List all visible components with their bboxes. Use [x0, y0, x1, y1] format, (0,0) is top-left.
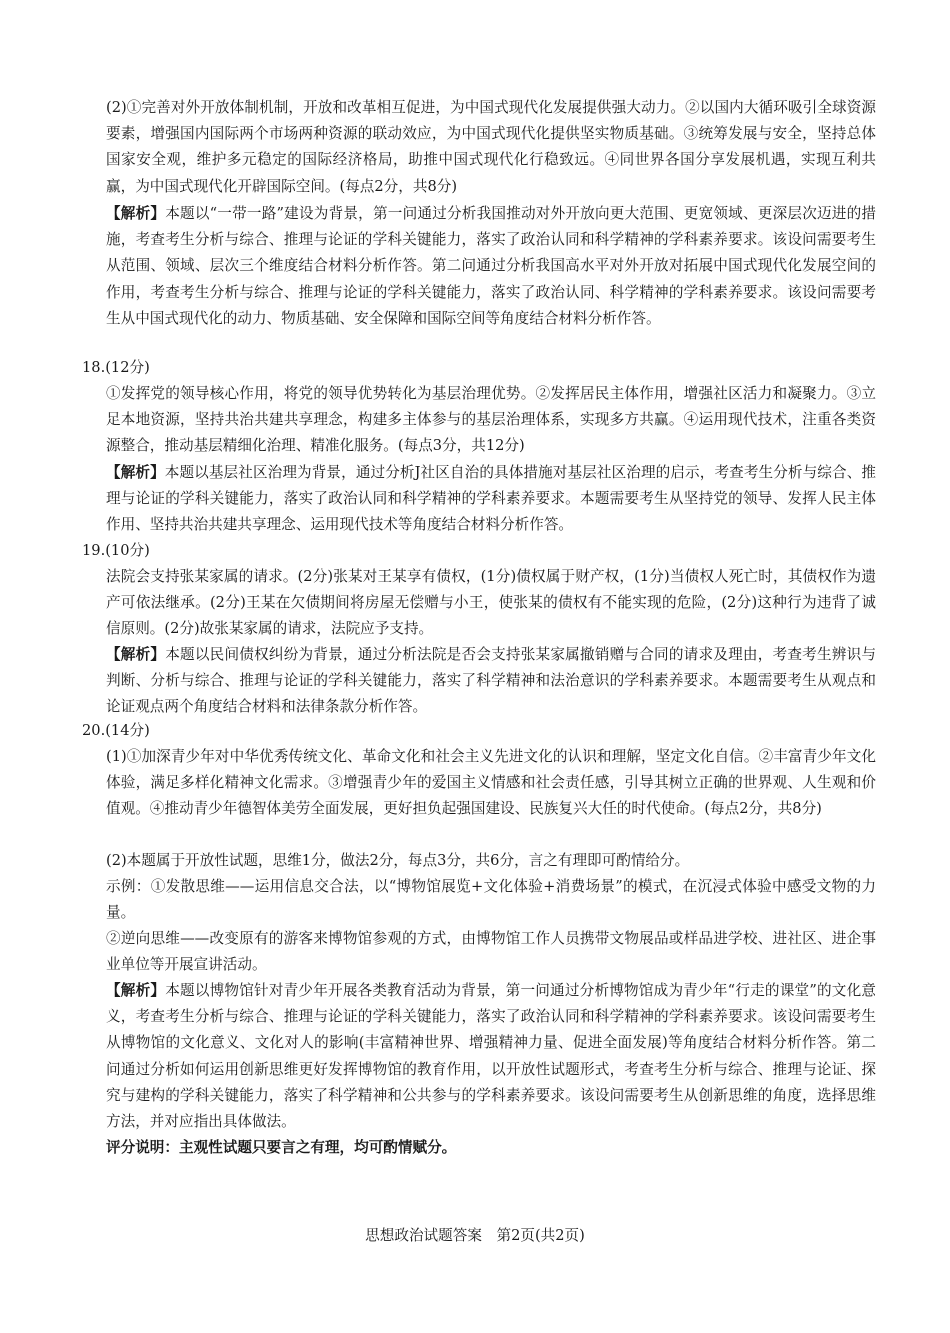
q19-answer: 法院会支持张某家属的请求。(2分)张某对王某享有债权，(1分)债权属于财产权，(1分)当债权人死亡时，其债权作为遗产可依法继承。(2分)王某在欠债期间将房屋无偿赠与小王，使张某的债权有不能实现的危险，(2分)这种行为违背了诚信原则。(2分)故张某家属的请求，法院应予支持。	[106, 568, 876, 638]
q20-analysis	[106, 978, 876, 1135]
scoring-note: 评分说明：主观性试题只要言之有理，均可酌情赋分。	[106, 1139, 457, 1156]
q20-header	[82, 718, 150, 744]
analysis-text: 本题以博物馆针对青少年开展各类教育活动为背景，第一问通过分析博物馆成为青少年“行走的课堂”的文化意义，考查考生分析与综合、推理与论证的学科关键能力，落实了政治认同和科学精神的学科素养要求。该设问需要考生从博物馆的文化意义、文化对人的影响(丰富精神世界、增强精神力量、促进全面发展)等角度结合材料分析作答。第二问通过分析如何运用创新思维更好发挥博物馆的教育作用，以开放性试题形式，考查考生分析与综合、推理与论证、探究与建构的学科关键能力，落实了科学精神和公共参与的学科素养要求。该设问需要考生从创新思维的角度，选择思维方法，并对应指出具体做法。	[106, 982, 876, 1131]
q17-analysis	[106, 201, 876, 332]
q18-answer: ①发挥党的领导核心作用，将党的领导优势转化为基层治理优势。②发挥居民主体作用，增强社区活力和凝聚力。③立足本地资源，坚持共治共建共享理念，构建多主体参与的基层治理体系，实现多方共赢。④运用现代技术，注重各类资源整合，推动基层精细化治理、精准化服务。(每点3分，共12分)	[106, 385, 876, 455]
question-number: 18.	[82, 359, 106, 376]
analysis-label: 【解析】	[106, 464, 165, 481]
question-score: (12分)	[105, 359, 150, 376]
question-score: (10分)	[105, 542, 150, 559]
q18-analysis	[106, 460, 876, 539]
q20-example-1: 示例：①发散思维——运用信息交合法，以“博物馆展览+文化体验+消费场景”的模式，在沉浸式体验中感受文物的力量。	[106, 878, 876, 922]
q20-answer-2: (2)本题属于开放性试题，思维1分，做法2分，每点3分，共6分，言之有理即可酌情给分。	[106, 852, 690, 869]
analysis-label: 【解析】	[106, 982, 166, 999]
q19-analysis	[106, 642, 876, 721]
page-footer: 思想政治试题答案 第2页(共2页)	[365, 1227, 585, 1244]
q18-header	[82, 355, 150, 381]
question-number: 19.	[82, 542, 106, 559]
q20-example-2: ②逆向思维——改变原有的游客来博物馆参观的方式，由博物馆工作人员携带文物展品或样品进学校、进社区、进企事业单位等开展宣讲活动。	[106, 930, 876, 974]
analysis-text: 本题以民间债权纠纷为背景，通过分析法院是否会支持张某家属撤销赠与合同的请求及理由，考查考生辨识与判断、分析与综合、推理与论证的学科关键能力，落实了科学精神和法治意识的学科素养要求。本题需要考生从观点和论证观点两个角度结合材料和法律条款分析作答。	[106, 646, 876, 716]
analysis-text: 本题以“一带一路”建设为背景，第一问通过分析我国推动对外开放向更大范围、更宽领域、更深层次迈进的措施，考查考生分析与综合、推理与论证的学科关键能力，落实了政治认同和科学精神的学科素养要求。该设问需要考生从范围、领域、层次三个维度结合材料分析作答。第二问通过分析我国高水平对外开放对拓展中国式现代化发展空间的作用，考查考生分析与综合、推理与论证的学科关键能力，落实了政治认同、科学精神的学科素养要求。该设问需要考生从中国式现代化的动力、物质基础、安全保障和国际空间等角度结合材料分析作答。	[106, 205, 876, 327]
q20-answer-1: (1)①加深青少年对中华优秀传统文化、革命文化和社会主义先进文化的认识和理解，坚定文化自信。②丰富青少年文化体验，满足多样化精神文化需求。③增强青少年的爱国主义情感和社会责任感，引导其树立正确的世界观、人生观和价值观。④推动青少年德智体美劳全面发展，更好担负起强国建设、民族复兴大任的时代使命。(每点2分，共8分)	[106, 748, 876, 818]
question-score: (14分)	[105, 722, 150, 739]
analysis-text: 本题以基层社区治理为背景，通过分析J社区自治的具体措施对基层社区治理的启示，考查考生分析与综合、推理与论证的学科关键能力，落实了政治认同和科学精神的学科素养要求。本题需要考生从坚持党的领导、发挥人民主体作用、坚持共治共建共享理念、运用现代技术等角度结合材料分析作答。	[106, 464, 876, 534]
q19-header	[82, 538, 150, 564]
question-number: 20.	[82, 722, 106, 739]
analysis-label: 【解析】	[106, 646, 166, 663]
q17-answer-2: (2)①完善对外开放体制机制，开放和改革相互促进，为中国式现代化发展提供强大动力。②以国内大循环吸引全球资源要素，增强国内国际两个市场两种资源的联动效应，为中国式现代化提供坚实物质基础。③统筹发展与安全，坚持总体国家安全观，维护多元稳定的国际经济格局，助推中国式现代化行稳致远。④同世界各国分享发展机遇，实现互利共赢，为中国式现代化开辟国际空间。(每点2分，共8分)	[106, 99, 876, 195]
analysis-label: 【解析】	[106, 205, 166, 222]
